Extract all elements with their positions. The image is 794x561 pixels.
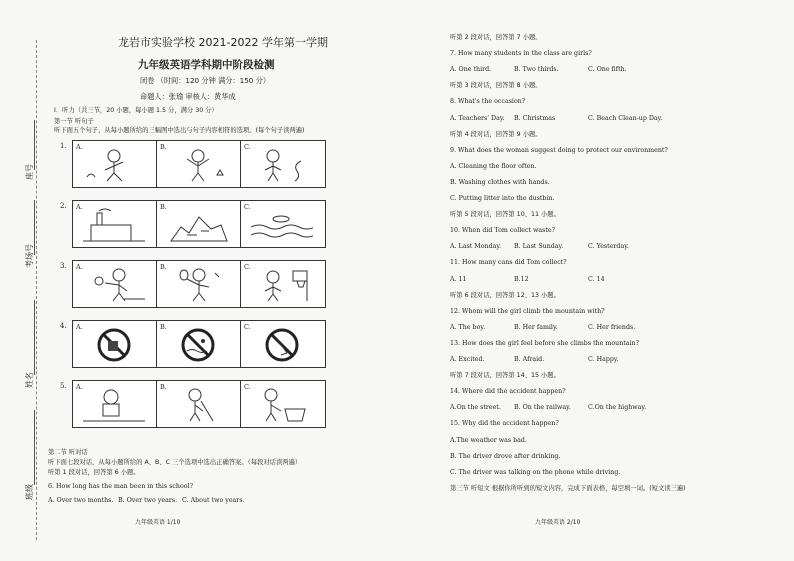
binding-margin — [0, 0, 42, 561]
name-blank[interactable] — [34, 300, 35, 375]
option-c-picture[interactable] — [240, 320, 326, 368]
answer-option[interactable]: A. Last Monday. — [450, 243, 502, 251]
section-1-instructions: 听下面五个句子，从每小题所给的三幅图中选出与句子内容相符的选项。(每个句子读两遍) — [54, 127, 305, 134]
section-2-instructions: 听下面七段对话，从每小题所给的 A、B、C 三个选项中选出正确答案。（每段对话读两遍） — [48, 459, 302, 466]
answer-option[interactable]: C. Yesterday. — [588, 243, 629, 251]
option-a-picture[interactable] — [72, 140, 158, 188]
instruction-line: 听第 7 段对话，回答第 14、15 小题。 — [450, 372, 560, 380]
answer-option[interactable]: A.On the street. — [450, 404, 501, 412]
instruction-line: 听第 4 段对话，回答第 9 小题。 — [450, 130, 542, 138]
question-6: 6. How long has the man been in this school? — [48, 483, 193, 490]
answer-option[interactable]: A. Teachers' Day. — [450, 114, 505, 122]
exam-info: 闭卷 （时间：120 分钟 满分：150 分） — [140, 76, 271, 85]
question-number: 1. — [60, 142, 67, 150]
question-line[interactable]: A.The weather was bad. — [450, 436, 527, 444]
question-line: 8. What's the occasion? — [450, 98, 526, 106]
garbage-pile-icon — [167, 207, 229, 243]
page-2 — [400, 0, 794, 561]
question-line: 10. When did Tom collect waste? — [450, 227, 556, 235]
answer-option[interactable]: B. On the railway. — [514, 404, 571, 412]
section-1-heading: 第一节 听句子 — [54, 118, 94, 125]
option-label: A. — [76, 143, 83, 151]
polluted-water-icon — [251, 207, 313, 243]
option-label: B. — [160, 263, 167, 271]
question-line: 9. What does the woman suggest doing to protect our environment? — [450, 146, 668, 154]
picture-question-4 — [60, 320, 324, 370]
answer-option[interactable]: B. Her family. — [514, 323, 558, 331]
scared-boy-icon — [167, 147, 229, 183]
answer-option[interactable]: C. 14 — [588, 275, 605, 283]
option-label: C. — [244, 263, 251, 271]
seat-number-label: 座号 — [25, 164, 34, 180]
no-fishing-sign-icon — [251, 327, 313, 363]
picture-question-3 — [60, 260, 324, 310]
boy-and-snake-icon — [251, 147, 313, 183]
answer-option[interactable]: B. Two thirds. — [514, 66, 559, 74]
answer-option[interactable]: C.On the highway. — [588, 404, 647, 412]
instruction-line: 听第 2 段对话，回答第 7 小题。 — [450, 34, 542, 41]
no-swimming-sign-icon — [167, 327, 229, 363]
question-number: 2. — [60, 202, 67, 210]
question-line[interactable]: B. Washing clothes with hands. — [450, 178, 550, 186]
option-label: A. — [76, 203, 83, 211]
table-tennis-icon — [83, 267, 145, 303]
question-line: 11. How many cans did Tom collect? — [450, 259, 567, 267]
question-line: 7. How many students in the class are girls? — [450, 50, 592, 58]
option-label: A. — [76, 383, 83, 391]
option-label: B. — [160, 203, 167, 211]
option-c-picture[interactable] — [240, 260, 326, 308]
option-a-picture[interactable] — [72, 260, 158, 308]
question-number: 3. — [60, 262, 67, 270]
option-label: B. — [160, 143, 167, 151]
option-a-picture[interactable] — [72, 380, 158, 428]
option-label: B. — [160, 383, 167, 391]
exam-title: 九年级英语学科期中阶段检测 — [138, 59, 275, 71]
question-6-option-c[interactable]: C. About two years. — [182, 497, 245, 504]
question-line[interactable]: C. The driver was talking on the phone while driving. — [450, 468, 621, 476]
answer-option[interactable]: B. Christmas — [514, 114, 556, 122]
boy-sitting-icon — [83, 387, 145, 423]
question-line: 14. Where did the accident happen? — [450, 388, 566, 396]
option-label: B. — [160, 323, 167, 331]
question-number: 4. — [60, 322, 67, 330]
boy-washing-clothes-icon — [251, 387, 313, 423]
option-label: A. — [76, 263, 83, 271]
answer-option[interactable]: B. Last Sunday. — [514, 243, 564, 251]
basketball-icon — [251, 267, 313, 303]
option-c-picture[interactable] — [240, 380, 326, 428]
instruction-line: 听第 5 段对话，回答第 10、11 小题。 — [450, 211, 560, 219]
answer-option[interactable]: A. The boy. — [450, 323, 486, 331]
no-littering-sign-icon — [83, 327, 145, 363]
question-line[interactable]: C. Putting litter into the dustbin. — [450, 195, 555, 202]
instruction-line: 第三节 听短文 根据你所听到的短文内容，完成下面表格，每空填一词。(短文读三遍) — [450, 484, 686, 492]
option-label: C. — [244, 383, 251, 391]
instruction-line: 听第 3 段对话，回答第 8 小题。 — [450, 82, 542, 90]
answer-option[interactable]: B. Afraid. — [514, 356, 545, 363]
exam-room-blank[interactable] — [34, 200, 35, 255]
question-line: 15. Why did the accident happen? — [450, 420, 559, 428]
option-b-picture[interactable] — [156, 140, 242, 188]
answer-option[interactable]: C. One fifth. — [588, 66, 627, 74]
picture-question-5 — [60, 380, 324, 430]
question-6-option-b[interactable]: B. Over two years. — [118, 497, 178, 504]
option-label: C. — [244, 323, 251, 331]
option-b-picture[interactable] — [156, 320, 242, 368]
answer-option[interactable]: C. Her friends. — [588, 323, 636, 331]
answer-option[interactable]: C. Beach Clean-up Day. — [588, 114, 663, 122]
option-c-picture[interactable] — [240, 200, 326, 248]
option-b-picture[interactable] — [156, 380, 242, 428]
class-label: 班级 — [25, 484, 34, 500]
factory-smoke-icon — [83, 207, 145, 243]
option-c-picture[interactable] — [240, 140, 326, 188]
option-label: C. — [244, 143, 251, 151]
running-boy-icon — [83, 147, 145, 183]
badminton-icon — [167, 267, 229, 303]
question-line[interactable]: B. The driver drove after drinking. — [450, 452, 561, 460]
name-label: 姓名 — [25, 372, 34, 388]
dialog-note-1: 听第 1 段对话，回答第 6 小题。 — [48, 469, 140, 476]
picture-question-2 — [60, 200, 324, 250]
question-line: 13. How does the girl feel before she climbs the mountain? — [450, 339, 639, 347]
exam-room-label: 考场号 — [25, 244, 34, 268]
page-footer-2: 九年级英语 2/10 — [535, 519, 581, 526]
answer-option[interactable]: C. Happy. — [588, 356, 619, 363]
setter-line: 命题人：张瑜 审核人：黄华成 — [140, 92, 236, 101]
instruction-line: 听第 6 段对话，回答第 12、13 小题。 — [450, 291, 560, 299]
option-label: C. — [244, 203, 251, 211]
school-title: 龙岩市实验学校 2021-2022 学年第一学期 — [118, 36, 328, 49]
question-6-option-a[interactable]: A. Over two months. — [48, 497, 114, 504]
section-2-heading: 第二节 听对话 — [48, 449, 88, 456]
option-a-picture[interactable] — [72, 200, 158, 248]
part-1-heading: I．听力（共三节，20 小题，每小题 1.5 分，满分 30 分） — [54, 107, 218, 114]
answer-option[interactable]: A. 11 — [450, 275, 467, 283]
answer-option[interactable]: A. Excited. — [450, 356, 485, 363]
boy-sweeping-icon — [167, 387, 229, 423]
question-line: 12. Whom will the girl climb the mountain with? — [450, 307, 605, 315]
question-line[interactable]: A. Cleaning the floor often. — [450, 162, 537, 170]
page-footer-1: 九年级英语 1/10 — [135, 519, 181, 526]
answer-option[interactable]: A. One third. — [450, 66, 492, 74]
option-a-picture[interactable] — [72, 320, 158, 368]
option-b-picture[interactable] — [156, 260, 242, 308]
question-number: 5. — [60, 382, 67, 390]
class-blank[interactable] — [34, 410, 35, 485]
picture-question-1 — [60, 140, 324, 190]
cut-line — [36, 40, 37, 540]
option-b-picture[interactable] — [156, 200, 242, 248]
seat-number-blank[interactable] — [34, 120, 35, 170]
answer-option[interactable]: B.12 — [514, 275, 529, 283]
option-label: A. — [76, 323, 83, 331]
